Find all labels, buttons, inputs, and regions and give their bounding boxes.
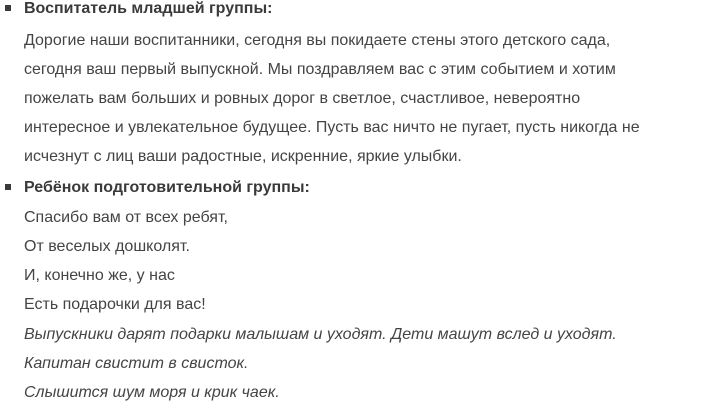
speech-line: сегодня ваш первый выпускной. Мы поздравляем вас с этим событием и хотим [24, 61, 616, 78]
speaker-name: Воспитатель младшей группы: [24, 0, 273, 17]
bullet-icon [5, 5, 11, 11]
speaker-name: Ребёнок подготовительной группы: [24, 179, 310, 196]
bullet-icon [5, 184, 11, 190]
stage-direction: Капитан свистит в свисток. [24, 355, 249, 372]
speech-line: пожелать вам больших и ровных дорог в светлое, счастливое, невероятно [24, 90, 581, 107]
speech-line: Дорогие наши воспитанники, сегодня вы покидаете стены этого детского сада, [24, 32, 611, 49]
stage-direction: Выпускники дарят подарки малышам и уходят. Дети машут вслед и уходят. [24, 326, 617, 343]
verse-line: Спасибо вам от всех ребят, [24, 209, 228, 226]
verse-line: Есть подарочки для вас! [24, 296, 206, 313]
stage-direction: Слышится шум моря и крик чаек. [24, 384, 280, 401]
speech-line: исчезнут с лиц ваши радостные, искренние, яркие улыбки. [24, 148, 462, 165]
speech-line: интересное и увлекательное будущее. Пусть вас ничто не пугает, пусть никогда не [24, 119, 640, 136]
verse-line: От веселых дошколят. [24, 238, 190, 255]
verse-line: И, конечно же, у нас [24, 267, 175, 284]
